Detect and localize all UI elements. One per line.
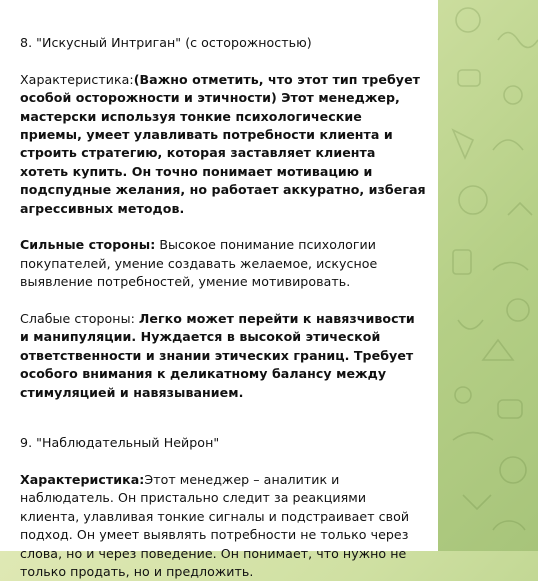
doodle-pattern-icon xyxy=(438,0,538,551)
chat-wallpaper-pattern xyxy=(438,0,538,551)
section-8-weaknesses xyxy=(20,310,426,402)
strengths-label: Сильные стороны: xyxy=(20,237,156,253)
section-9-characteristic xyxy=(20,471,426,581)
characteristic-text: (Важно отметить, что этот тип требует особой осторожности и этичности) Этот менеджер, мастерски используя тонкие психологические приемы, умеет улавливать потребности клиента и строить стратегию, которая заставляет клиента хотеть купить. Он точно понимает мотивацию и подспудные желания, но работает аккуратно, избегая агрессивных методов. xyxy=(20,71,426,216)
section-8-heading: 8. "Искусный Интриган" (с осторожностью) xyxy=(20,35,312,50)
characteristic-label: Характеристика: xyxy=(20,471,145,487)
weaknesses-label: Слабые стороны: xyxy=(20,311,139,327)
section-9-heading: 9. "Наблюдательный Нейрон" xyxy=(20,435,220,451)
section-8-characteristic xyxy=(20,71,426,218)
characteristic-text: Этот менеджер – аналитик и наблюдатель. Он пристально следит за реакциями клиента, улавливая тонкие сигналы и подстраивает свой подход. Он умеет выявлять потребности не только через слова, но и через поведение. Он понимает, что нужно не только продать, но и предложить. xyxy=(20,471,410,579)
weaknesses-text: Легко может перейти к навязчивости и манипуляции. Нуждается в высокой этической ответственности и знании этических границ. Требует особого внимания к деликатному балансу между стимуляцией и навязыванием. xyxy=(20,311,415,400)
strengths-text: Высокое понимание психологии покупателей, умение создавать желаемое, искусное выявление потребностей, умение мотивировать. xyxy=(20,237,378,290)
characteristic-label: Характеристика: xyxy=(20,71,134,87)
section-8-strengths xyxy=(20,236,426,291)
